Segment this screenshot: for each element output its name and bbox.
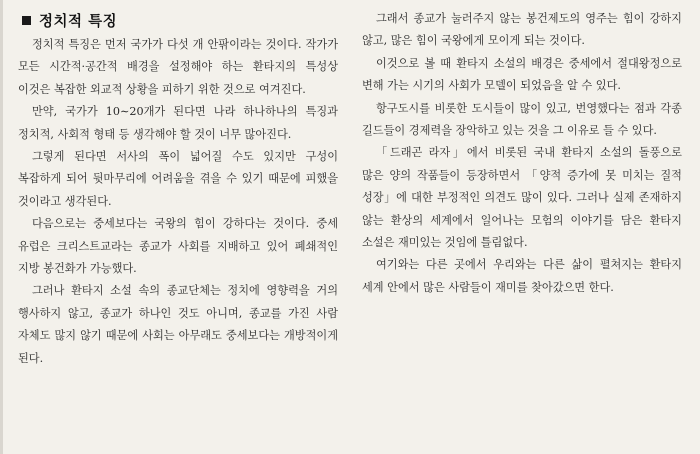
paragraph: 만약, 국가가 10∼20개가 된다면 나라 하나하나의 특징과 정치적, 사회적 형태 등 생각해야 할 것이 너무 많아진다. (18, 105, 338, 141)
paragraph: 이것으로 볼 때 환타지 소설의 배경은 중세에서 절대왕정으로 변해 가는 시기의 사회가 모델이 되었음을 알 수 있다. (362, 56, 682, 93)
page-edge (0, 0, 3, 454)
section-heading (22, 8, 338, 32)
paragraph: 그러나 환타지 소설 속의 종교단체는 정치에 영향력을 거의 행사하지 않고, 종교가 하나인 것도 아니며, 종교를 가진 사람 자체도 많지 않기 때문에 사회는 아무래도 중세보다는 개방적이게 된다. (18, 284, 338, 365)
right-column (362, 8, 682, 299)
paragraph: 다음으로는 중세보다는 국왕의 힘이 강하다는 것이다. 중세 유럽은 크리스트교라는 종교가 사회를 지배하고 있어 폐쇄적인 지방 봉건화가 가능했다. (18, 217, 338, 276)
square-bullet-icon (22, 16, 31, 25)
section-title: 정치적 특징 (39, 13, 118, 30)
left-column (18, 8, 338, 370)
paragraph: 그래서 종교가 눌러주지 않는 봉건제도의 영주는 힘이 강하지 않고, 많은 힘이 국왕에게 모이게 되는 것이다. (362, 12, 682, 48)
paragraph: 여기와는 다른 곳에서 우리와는 다른 삶이 펼쳐지는 환타지 세계 안에서 많은 사람들이 재미를 찾아갔으면 한다. (362, 258, 682, 294)
paragraph: 항구도시를 비롯한 도시들이 많이 있고, 번영했다는 점과 각종 길드들이 경제력을 장악하고 있는 것을 그 이유로 들 수 있다. (362, 101, 682, 138)
paragraph: 그렇게 된다면 서사의 폭이 넓어질 수도 있지만 구성이 복잡하게 되어 뒷마무리에 어려움을 겪을 수 있기 때문에 피했을 것이라고 생각된다. (18, 150, 338, 208)
paragraph: 「드래곤 라자」에서 비롯된 국내 환타지 소설의 돌풍으로 많은 양의 작품들이 등장하면서 「양적 증가에 못 미치는 질적 성장」에 대한 부정적인 의견도 많이 있다. 그러나 실제 존재하지 않는 환상의 세계에서 일어나는 모험의 이야기를 담은 환타지 소설은 재미있는 것임에 틀림없다. (362, 146, 682, 250)
paragraph: 정치적 특징은 먼저 국가가 다섯 개 안팎이라는 것이다. 작가가 모든 시간적·공간적 배경을 설정해야 하는 환타지의 특성상 이것은 복잡한 외교적 상황을 피하기 위한 것으로 여겨진다. (18, 38, 338, 96)
